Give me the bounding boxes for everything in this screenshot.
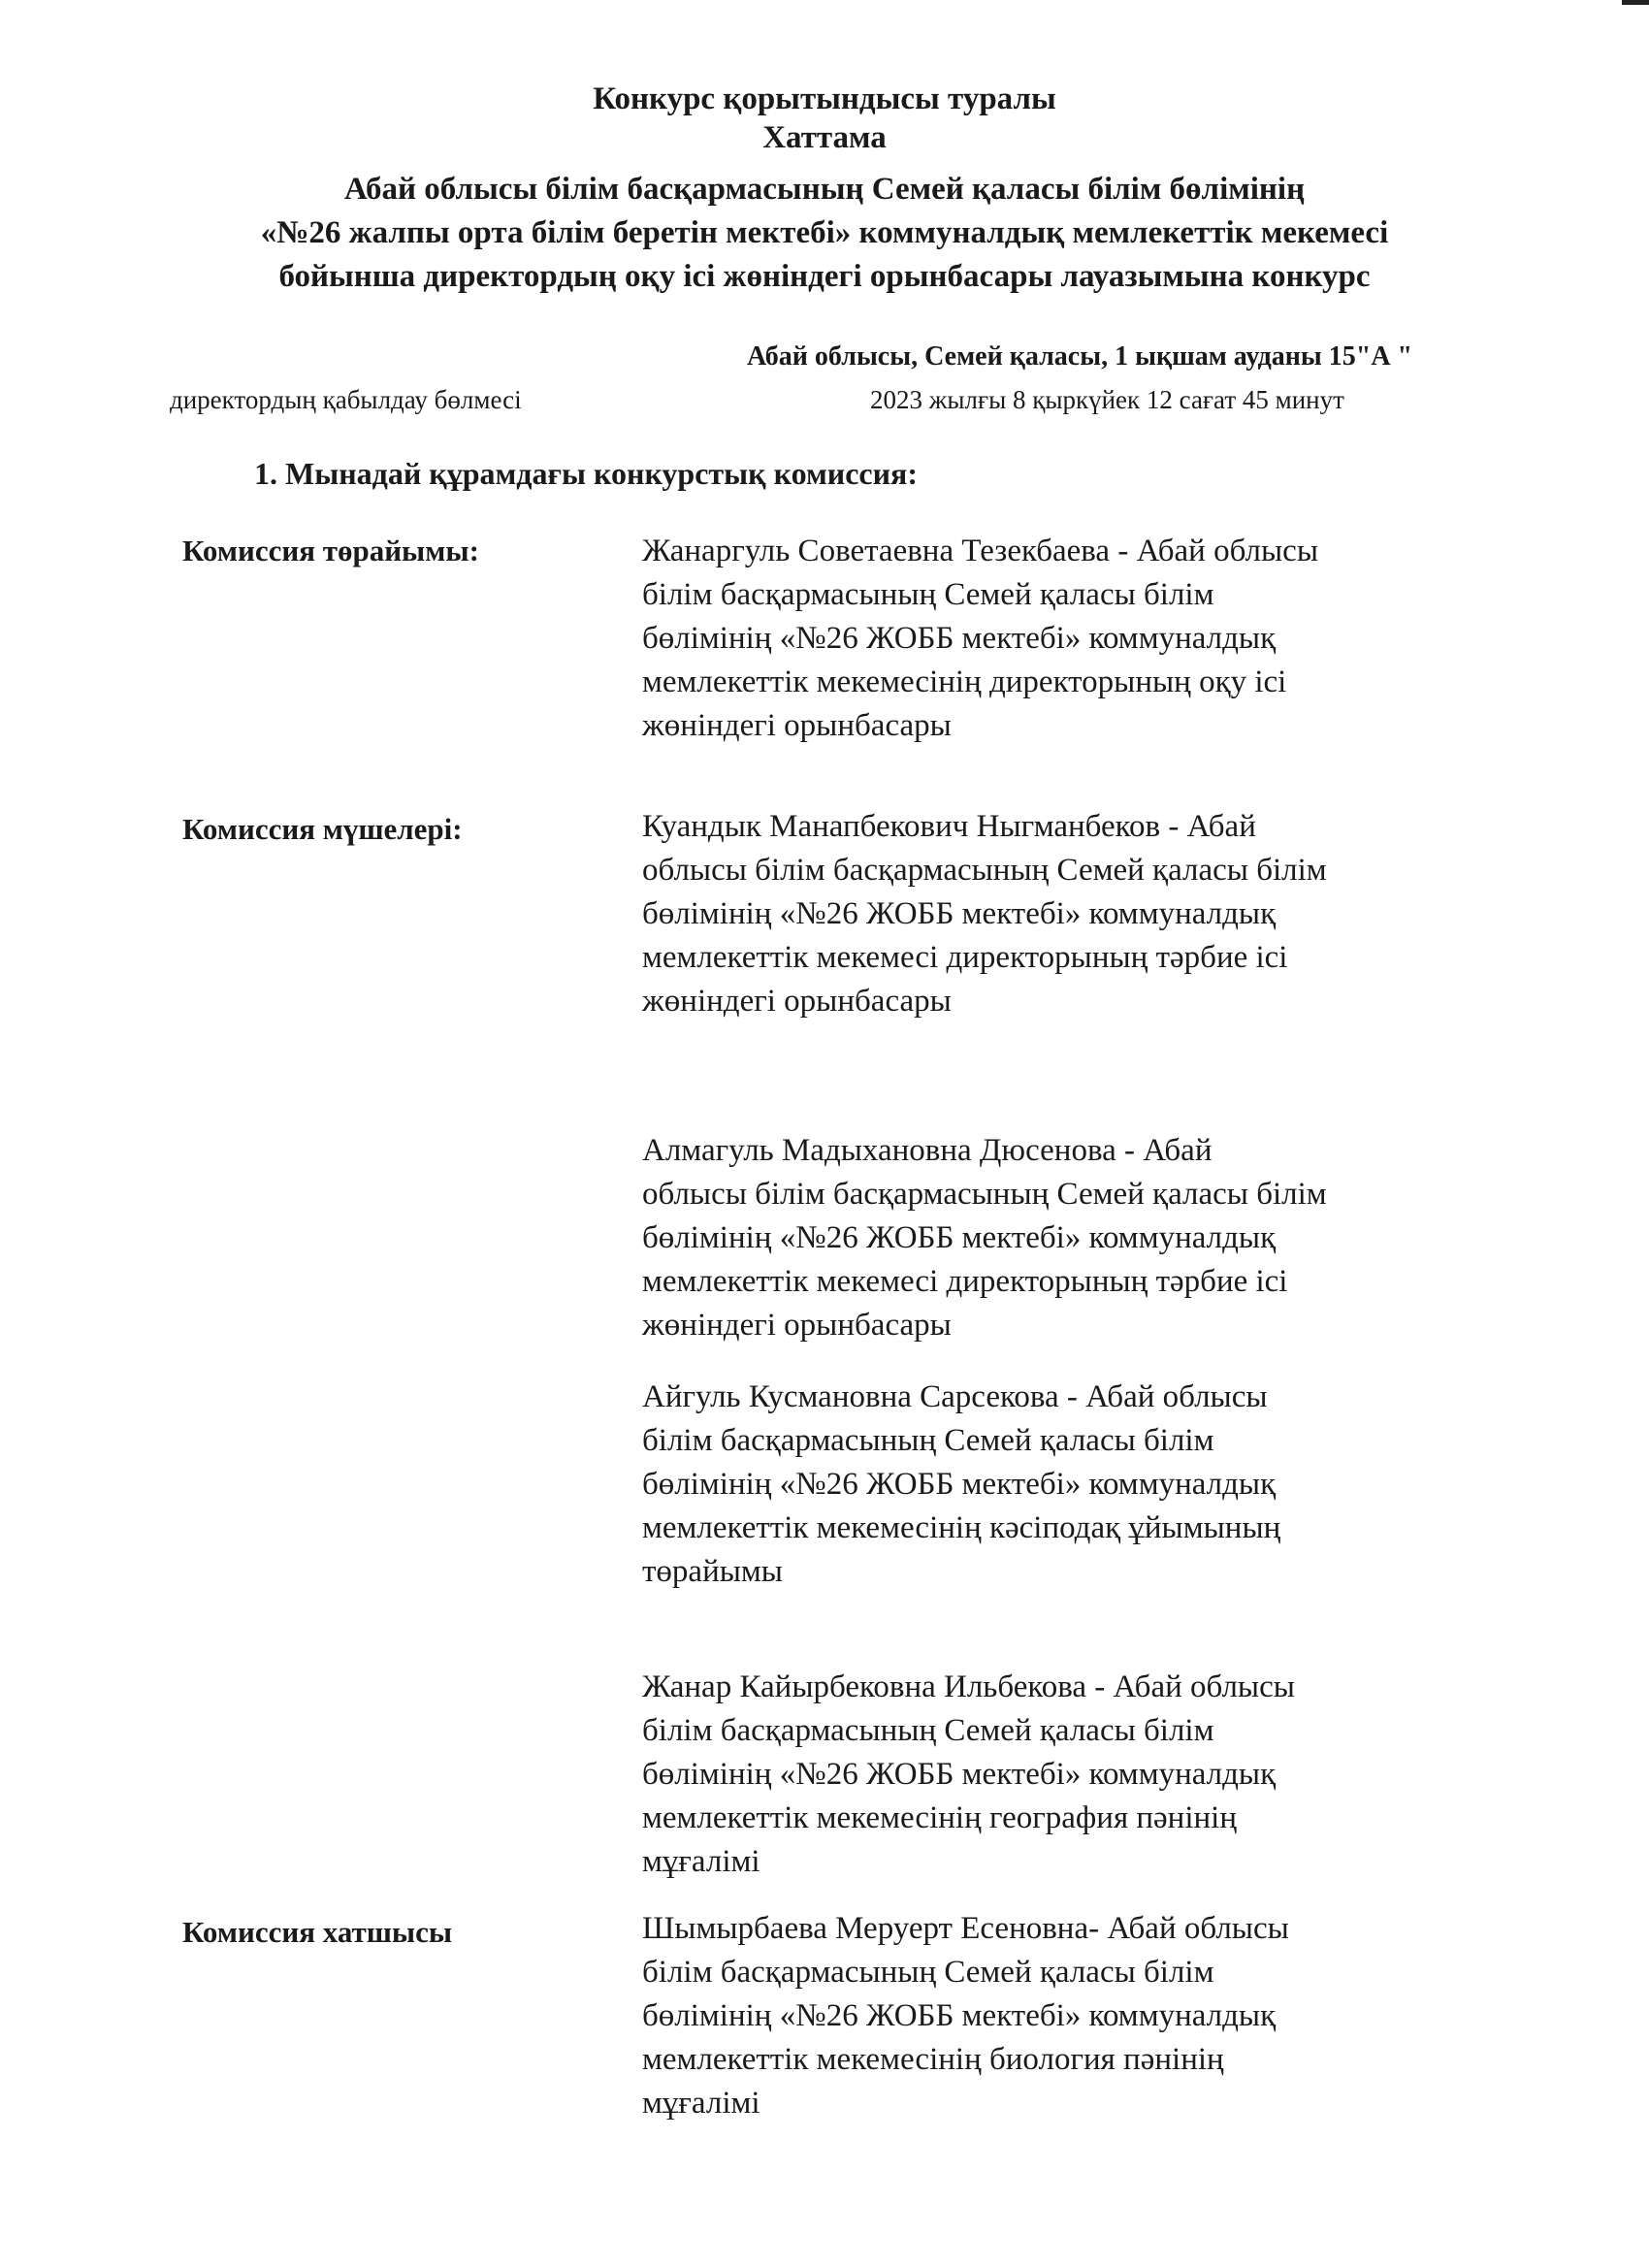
header-title: Конкурс қорытындысы туралы	[593, 81, 1056, 116]
entry-line: білім басқармасының Семей қаласы білім	[642, 1955, 1214, 1990]
entry-line: мемлекеттік мекемесі директорының тәрбие ісі	[642, 940, 1288, 975]
scan-edge-mark	[1622, 0, 1649, 5]
role-secretary: Комиссия хатшысы	[182, 1915, 453, 1949]
room-label: директордың қабылдау бөлмесі	[170, 385, 522, 414]
entry-line: облысы білім басқармасының Семей қаласы білім	[642, 853, 1327, 888]
entry-line: жөніндегі орынбасары	[642, 1308, 952, 1343]
entry-line: мемлекеттік мекемесінің биология пәнінің	[642, 2042, 1224, 2077]
entry-line: бөлімінің «№26 ЖОББ мектебі» коммуналдық	[642, 1757, 1277, 1792]
date-time: 2023 жылғы 8 қыркүйек 12 сағат 45 минут	[870, 385, 1344, 414]
entry-line: бөлімінің «№26 ЖОББ мектебі» коммуналдық	[642, 1998, 1277, 2033]
entry-line: Шымырбаева Меруерт Есеновна- Абай облысы	[642, 1911, 1289, 1946]
section-title: 1. Мынадай құрамдағы конкурстық комиссия:	[254, 456, 919, 491]
entry-line: мұғалімі	[642, 1844, 760, 1879]
entry-line: бөлімінің «№26 ЖОББ мектебі» коммуналдық	[642, 1467, 1277, 1502]
entry-line: бөлімінің «№26 ЖОББ мектебі» коммуналдық	[642, 1220, 1277, 1255]
place-address: Абай облысы, Семей қаласы, 1 ықшам ауданы 15"А "	[747, 341, 1413, 372]
entry-line: Айгуль Кусмановна Сарсекова - Абай облысы	[642, 1379, 1268, 1414]
entry-line: жөніндегі орынбасары	[642, 708, 952, 743]
chair-entry	[642, 530, 1486, 748]
entry-line: Куандык Манапбекович Ныгманбеков - Абай	[642, 809, 1256, 844]
entry-line: мемлекеттік мекемесінің директорының оқу ісі	[642, 664, 1287, 699]
header-line-3: Абай облысы білім басқармасының Семей қаласы білім бөлімінің	[343, 172, 1306, 207]
entry-line: Жанар Кайырбековна Ильбекова - Абай облысы	[642, 1669, 1295, 1704]
entry-line: мемлекеттік мекемесінің кәсіподақ ұйымының	[642, 1510, 1281, 1545]
document-header	[0, 80, 1649, 157]
role-chair: Комиссия төрайымы:	[182, 534, 479, 567]
entry-line: Алмагуль Мадыхановна Дюсенова - Абай	[642, 1133, 1212, 1168]
entry-line: бөлімінің «№26 ЖОББ мектебі» коммуналдық	[642, 621, 1277, 656]
document-header-body	[0, 168, 1649, 299]
entry-line: білім басқармасының Семей қаласы білім	[642, 577, 1214, 612]
member-entry-4	[642, 1666, 1486, 1884]
member-entry-2	[642, 1129, 1486, 1347]
entry-line: төрайымы	[642, 1554, 783, 1589]
header-line-5: бойынша директордың оқу ісі жөніндегі орынбасары лауазымына конкурс	[278, 259, 1371, 294]
member-entry-3	[642, 1376, 1486, 1594]
entry-line: бөлімінің «№26 ЖОББ мектебі» коммуналдық	[642, 896, 1277, 931]
entry-line: білім басқармасының Семей қаласы білім	[642, 1713, 1214, 1748]
entry-line: Жанаргуль Советаевна Тезекбаева - Абай облысы	[642, 534, 1318, 568]
role-members: Комиссия мүшелері:	[182, 812, 463, 846]
entry-line: жөніндегі орынбасары	[642, 984, 952, 1019]
header-subtitle: Хаттама	[762, 120, 887, 155]
member-entry-1	[642, 805, 1486, 1023]
entry-line: білім басқармасының Семей қаласы білім	[642, 1423, 1214, 1458]
header-line-4: «№26 жалпы орта білім беретін мектебі» коммуналдық мемлекеттік мекемесі	[260, 215, 1389, 250]
secretary-entry	[642, 1907, 1486, 2125]
entry-line: мұғалімі	[642, 2086, 760, 2121]
entry-line: мемлекеттік мекемесі директорының тәрбие ісі	[642, 1264, 1288, 1299]
entry-line: мемлекеттік мекемесінің география пәнінің	[642, 1800, 1237, 1835]
entry-line: облысы білім басқармасының Семей қаласы білім	[642, 1177, 1327, 1212]
